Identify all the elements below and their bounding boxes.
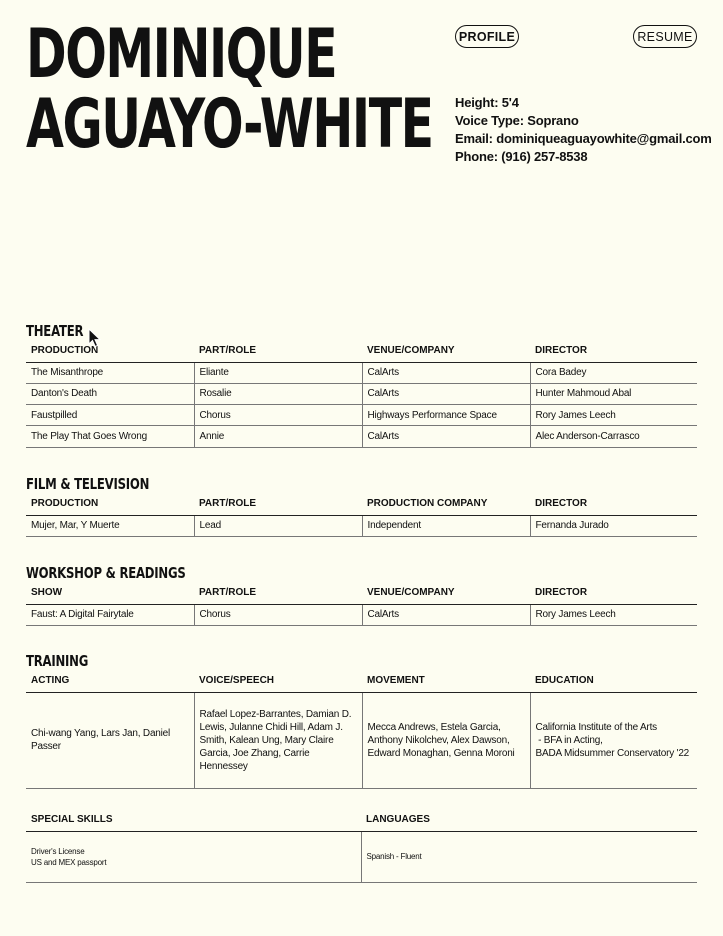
table-row <box>26 405 697 426</box>
skills-languages-table <box>26 811 697 883</box>
table-cell: Hunter Mahmoud Abal <box>530 383 697 404</box>
column-header: PART/ROLE <box>194 584 362 604</box>
table-cell: Mujer, Mar, Y Muerte <box>26 515 194 536</box>
special-skills-cell <box>26 831 361 882</box>
voice-speech-cell: Rafael Lopez-Barrantes, Damian D. Lewis, Julanne Chidi Hill, Adam J. Smith, Kalean Ung, Mary Claire Garcia, Joe Zhang, Carrie Hennessey <box>194 692 362 788</box>
column-header: ACTING <box>26 672 194 692</box>
table-cell: Chorus <box>194 604 362 625</box>
table-cell: Chorus <box>194 405 362 426</box>
training-table <box>26 672 697 789</box>
column-header: PRODUCTION <box>26 495 194 515</box>
column-header: PRODUCTION COMPANY <box>362 495 530 515</box>
table-header-row <box>26 584 697 604</box>
table-header-row <box>26 342 697 362</box>
acting-cell: Chi-wang Yang, Lars Jan, Daniel Passer <box>26 692 194 788</box>
column-header: SHOW <box>26 584 194 604</box>
education-line: BADA Midsummer Conservatory '22 <box>535 747 690 759</box>
column-header: LANGUAGES <box>361 811 697 831</box>
workshop-readings-table <box>26 584 697 626</box>
table-cell: Rory James Leech <box>530 405 697 426</box>
table-cell: Highways Performance Space <box>362 405 530 426</box>
table-row <box>26 362 697 383</box>
table-cell: Annie <box>194 426 362 447</box>
education-line: - BFA in Acting, <box>535 734 603 746</box>
contact-info <box>455 94 712 166</box>
table-cell: CalArts <box>362 362 530 383</box>
table-row <box>26 692 697 788</box>
column-header: MOVEMENT <box>362 672 530 692</box>
column-header: DIRECTOR <box>530 342 697 362</box>
skill-item: Driver's License <box>31 846 85 856</box>
skill-item: US and MEX passport <box>31 857 107 867</box>
column-header: VENUE/COMPANY <box>362 342 530 362</box>
voice-type-text: Voice Type: Soprano <box>455 113 579 128</box>
education-cell <box>530 692 697 788</box>
mouse-pointer-icon <box>88 328 102 348</box>
table-cell: Fernanda Jurado <box>530 515 697 536</box>
table-cell: Faustpilled <box>26 405 194 426</box>
table-cell: CalArts <box>362 383 530 404</box>
theater-table <box>26 342 697 448</box>
training-title: TRAINING <box>26 652 89 670</box>
column-header: VOICE/SPEECH <box>194 672 362 692</box>
table-cell: Eliante <box>194 362 362 383</box>
education-line: California Institute of the Arts <box>535 721 657 733</box>
movement-cell: Mecca Andrews, Estela Garcia, Anthony Nikolchev, Alex Dawson, Edward Monaghan, Genna Moroni <box>362 692 530 788</box>
table-row <box>26 604 697 625</box>
table-row <box>26 831 697 882</box>
table-cell: CalArts <box>362 426 530 447</box>
table-cell: Lead <box>194 515 362 536</box>
column-header: DIRECTOR <box>530 584 697 604</box>
height-text: Height: 5'4 <box>455 95 519 110</box>
table-cell: CalArts <box>362 604 530 625</box>
column-header: PRODUCTION <box>26 342 194 362</box>
table-cell: The Misanthrope <box>26 362 194 383</box>
table-row <box>26 426 697 447</box>
table-cell: Independent <box>362 515 530 536</box>
email-text: Email: dominiqueaguayowhite@gmail.com <box>455 131 712 146</box>
table-cell: Rory James Leech <box>530 604 697 625</box>
table-cell: Alec Anderson-Carrasco <box>530 426 697 447</box>
resume-nav-button[interactable]: RESUME <box>633 25 697 48</box>
table-header-row <box>26 672 697 692</box>
table-cell: Faust: A Digital Fairytale <box>26 604 194 625</box>
languages-cell: Spanish - Fluent <box>361 831 697 882</box>
column-header: PART/ROLE <box>194 342 362 362</box>
film-television-table <box>26 495 697 537</box>
table-header-row <box>26 811 697 831</box>
table-row <box>26 383 697 404</box>
theater-title: THEATER <box>26 322 84 340</box>
film-television-title: FILM & TELEVISION <box>26 475 150 493</box>
name-last: AGUAYO-WHITE <box>26 85 433 164</box>
name-first: DOMINIQUE <box>26 15 337 94</box>
table-row <box>26 515 697 536</box>
column-header: SPECIAL SKILLS <box>26 811 361 831</box>
column-header: DIRECTOR <box>530 495 697 515</box>
table-cell: Danton's Death <box>26 383 194 404</box>
table-cell: The Play That Goes Wrong <box>26 426 194 447</box>
table-cell: Cora Badey <box>530 362 697 383</box>
workshop-readings-title: WORKSHOP & READINGS <box>26 564 186 582</box>
column-header: VENUE/COMPANY <box>362 584 530 604</box>
profile-nav-button[interactable]: PROFILE <box>455 25 519 48</box>
phone-text: Phone: (916) 257-8538 <box>455 149 588 164</box>
table-cell: Rosalie <box>194 383 362 404</box>
table-header-row <box>26 495 697 515</box>
column-header: PART/ROLE <box>194 495 362 515</box>
column-header: EDUCATION <box>530 672 697 692</box>
